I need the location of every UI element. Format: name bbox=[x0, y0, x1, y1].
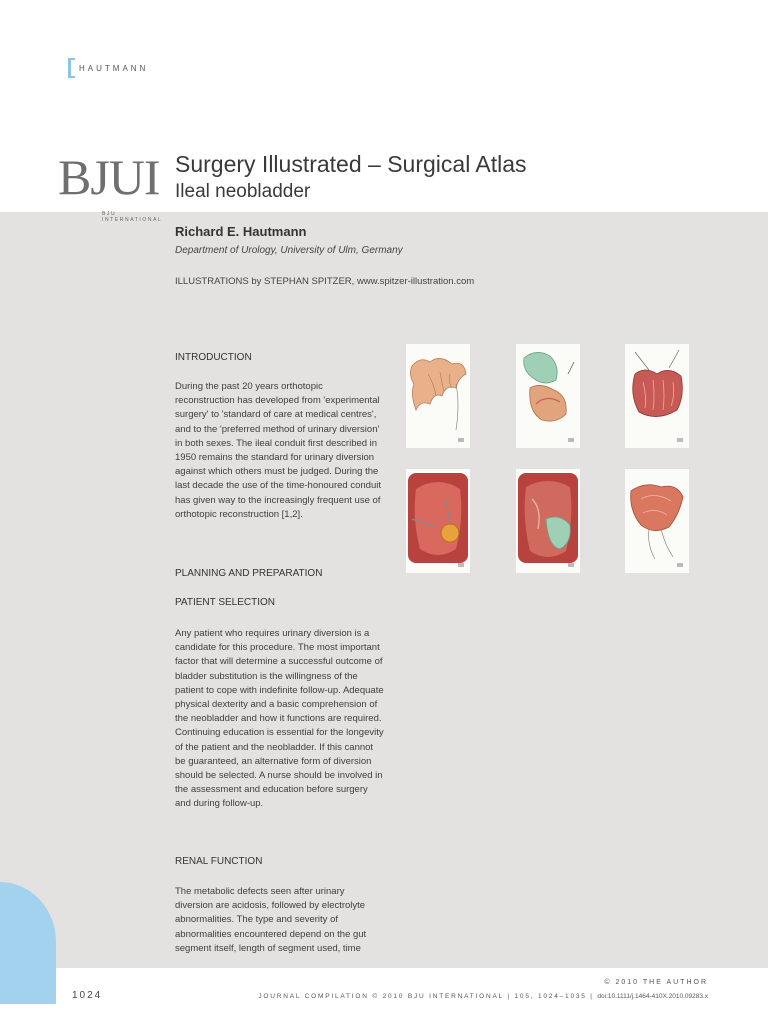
page-number: 1024 bbox=[72, 990, 103, 1001]
illustration-thumb-1 bbox=[406, 344, 470, 448]
illustration-thumb-6 bbox=[625, 469, 689, 573]
author-affiliation: Department of Urology, University of Ulm, Germany bbox=[175, 245, 403, 256]
illustrations-credit: ILLUSTRATIONS by STEPHAN SPITZER, www.spitzer-illustration.com bbox=[175, 276, 475, 287]
copyright-line: © 2010 THE AUTHOR bbox=[604, 979, 708, 986]
heading-planning: PLANNING AND PREPARATION bbox=[175, 568, 323, 579]
bracket-mark bbox=[68, 58, 75, 78]
illustration-thumb-3 bbox=[625, 344, 689, 448]
heading-introduction: INTRODUCTION bbox=[175, 352, 252, 363]
heading-renal-function: RENAL FUNCTION bbox=[175, 856, 263, 867]
journal-logo bbox=[58, 149, 168, 223]
article-subtitle: Ileal neobladder bbox=[175, 181, 311, 202]
illustration-thumb-4 bbox=[406, 469, 470, 573]
patient-selection-text: Any patient who requires urinary diversion is a candidate for this procedure. The most important factor that will determine a successful outcome of bladder substitution is the willingness of the patient to cope with indefinite follow-up. Adequate physical dexterity and a basic comprehension of the neobladder and how it functions are required. Continuing education is essential for the longevity of the patient and the neobladder. If this cannot be guaranteed, an alternative form of diversion should be selected. A nurse should be involved in the assessment and education before surgery and during follow-up. bbox=[175, 628, 384, 810]
running-head-text: HAUTMANN bbox=[79, 63, 149, 73]
renal-function-text: The metabolic defects seen after urinary diversion are acidosis, followed by electrolyte abnormalities. The type and severity of abnormalities encountered depend on the gut segment itself, length of segment used, time bbox=[175, 886, 367, 954]
doi: doi:10.1111/j.1464-410X.2010.09283.x bbox=[597, 993, 708, 1000]
author-name: Richard E. Hautmann bbox=[175, 224, 307, 239]
grey-panel bbox=[0, 212, 768, 968]
logo-subtitle: BJU INTERNATIONAL bbox=[102, 211, 163, 223]
journal-footer bbox=[258, 993, 708, 1000]
article-title: Surgery Illustrated – Surgical Atlas bbox=[175, 151, 527, 177]
introduction-text: During the past 20 years orthotopic reconstruction has developed from 'experimental surgery' to 'standard of care at medical centres', and to the 'preferred method of urinary diversion' in both sexes. The ileal conduit first described in 1950 remains the standard for urinary diversion against which others must be judged. During the last decade the use of the time-honoured conduit has given way to the increasingly frequent use of orthotopic reconstruction [1,2]. bbox=[175, 381, 381, 520]
heading-patient-selection: PATIENT SELECTION bbox=[175, 597, 276, 608]
illustration-thumb-2 bbox=[516, 344, 580, 448]
journal-compilation: JOURNAL COMPILATION © 2010 BJU INTERNATIONAL | 105, 1024–1035 | bbox=[258, 993, 594, 1000]
running-head bbox=[68, 58, 148, 78]
illustration-thumb-5 bbox=[516, 469, 580, 573]
logo-mark: BJUI bbox=[58, 149, 160, 205]
